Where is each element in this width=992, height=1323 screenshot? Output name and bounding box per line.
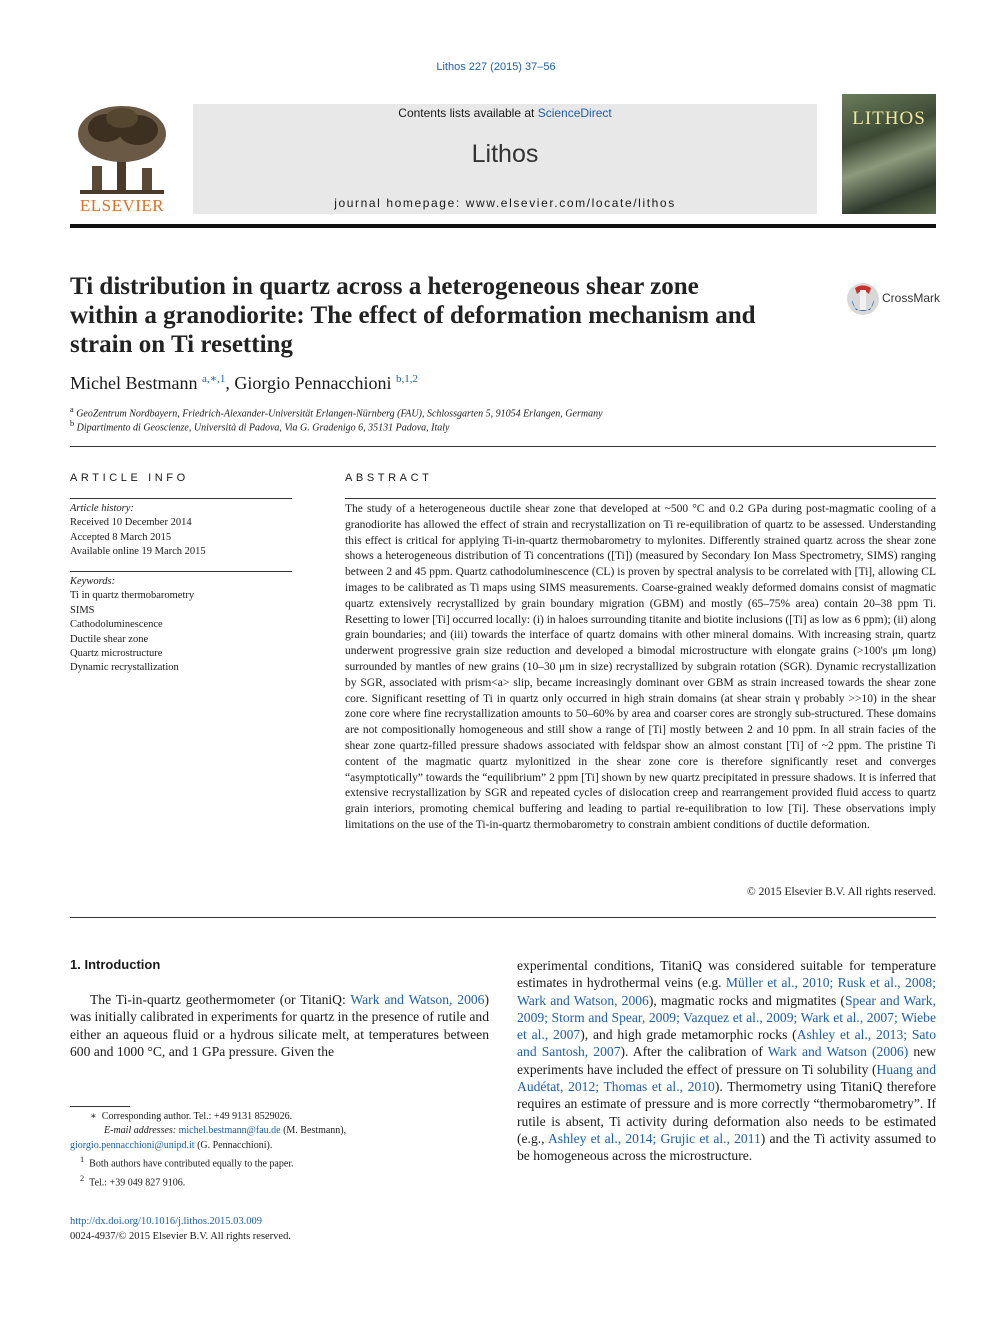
footnote-text: (M. Bestmann), xyxy=(280,1125,347,1137)
crossmark-label: CrossMark xyxy=(882,291,941,305)
abstract-bottom-divider xyxy=(70,917,936,918)
abstract-heading: ABSTRACT xyxy=(345,472,433,484)
affiliation-b xyxy=(70,419,449,433)
email-link[interactable]: michel.bestmann@fau.de xyxy=(178,1125,281,1137)
keywords xyxy=(70,575,292,676)
citation-link[interactable]: Wark and Watson, 2006 xyxy=(350,992,485,1007)
intro-paragraph xyxy=(70,991,489,1060)
crossmark-icon xyxy=(846,280,880,318)
text-run: ). After the calibration of xyxy=(620,1044,768,1060)
footnote-emails xyxy=(70,1124,490,1138)
email-link[interactable]: giorgio.pennacchioni@unipd.it xyxy=(70,1139,195,1151)
abstract-divider xyxy=(345,498,936,499)
affiliation-mark: a xyxy=(70,405,74,414)
header-divider xyxy=(70,224,936,228)
citation-link[interactable]: Müller et al., 2010; Rusk et al., 2008; Wark and Watson, 2006 xyxy=(517,975,936,1008)
contents-line: Contents lists available at ScienceDirect xyxy=(398,106,612,120)
text-run: ). Thermometry using TitaniQ therefore requires an estimate of pressure and is more correctly “thermobarometry”. If rutile is absent, Ti activity during deformation also needs to be estimated (e.g., xyxy=(517,1079,936,1146)
article-info-divider xyxy=(70,498,292,499)
footnote-mark: ∗ xyxy=(90,1111,97,1122)
elsevier-tree-icon xyxy=(70,104,174,196)
author-separator: , xyxy=(225,373,235,393)
affiliation-divider xyxy=(70,446,936,447)
footnote-2 xyxy=(70,1172,490,1191)
abstract-copyright: © 2015 Elsevier B.V. All rights reserved. xyxy=(747,886,936,898)
footnote-text: Corresponding author. Tel.: +49 9131 8529026. xyxy=(101,1111,293,1122)
history-online: Available online 19 March 2015 xyxy=(70,546,206,558)
crossmark-button[interactable] xyxy=(846,280,941,318)
text-run: ), magmatic rocks and migmatites ( xyxy=(648,992,845,1008)
intro-paragraph-continued xyxy=(517,957,936,1165)
keyword: Cathodoluminescence xyxy=(70,619,163,631)
journal-header xyxy=(70,94,936,216)
keyword: Dynamic recrystallization xyxy=(70,662,179,674)
text-run: new experiments have included the effect of pressure on Ti solubility ( xyxy=(517,1044,936,1077)
intro-left-column xyxy=(70,991,489,1060)
text-run: experimental conditions, TitaniQ was considered suitable for temperature estimates in hydrothermal veins (e.g. xyxy=(517,958,936,991)
text-run: The Ti-in-quartz geothermometer (or TitaniQ: xyxy=(90,992,351,1007)
affiliation-a xyxy=(70,405,603,419)
footnote-text: (G. Pennacchioni). xyxy=(194,1139,273,1151)
issn-copyright: 0024-4937/© 2015 Elsevier B.V. All rights reserved. xyxy=(70,1230,291,1242)
sciencedirect-link[interactable]: ScienceDirect xyxy=(537,106,612,120)
keyword: SIMS xyxy=(70,604,95,616)
abstract-text: The study of a heterogeneous ductile shear zone that developed at ~500 °C and 0.2 GPa during post-magmatic cooling of a granodiorite has allowed the effect of strain and recrystallization on Ti re-equilibration of quartz to be assessed. Understanding this effect is critical for applying Ti-in-quartz thermobarometry to mylonites. Differently strained quartz across the shear zone shows a heterogeneous distribution of Ti concentrations ([Ti]) (measured by Secondary Ion Mass Spectrometry, SIMS) ranging between 2 and 45 ppm. Quartz cathodoluminescence (CL) is proven by spectral analysis to be correlated with [Ti], allowing CL images to be calibrated as Ti maps using SIMS measurements. Coarse-grained weakly deformed domains consist of magmatic quartz extensively recrystallized by grain boundary migration (GBM) and mostly (65–75% area) contain 20–38 ppm Ti. Resetting to lower [Ti] occurred locally: (i) in haloes surrounding titanite and biotite inclusions ([Ti] as low as 6 ppm); (ii) along grain boundaries; and (iii) towards the interface of quartz domains with other mineral domains. With increasing strain, quartz underwent progressive grain size reduction and developed a bimodal microstructure with elongate grains (>100's μm long) surrounded by mantles of new grains (10–30 μm in size) recrystallized by subgrain rotation (SGR). Dynamic recrystallization by SGR, associated with prism<a> slip, became increasingly dominant over GBM as strain increased towards the shear zone core. Significant resetting of Ti in quartz only occurred in high strain domains (at shear strain γ probably >>10) in the shear zone core where fine recrystallization amounts to 50–60% by area and coarser cores are strongly sub-structured. These domains are not compositionally homogeneous and still show a range of [Ti] mostly between 2 and 10 ppm. In all strain facies of the shear zone quartz-filled pressure shadows associated with feldspar show an almost constant [Ti] of ~2 ppm. The pristine Ti content of the magmatic quartz mylonitized in the shear zone core is therefore significantly reset and converges “asymptotically” towards the “equilibrium” 2 ppm [Ti] shown by new quartz precipitated in pressure shadows. It is inferred that extensive recrystallization by SGR and repeated cycles of dislocation creep and rearrangement provided fluid access to quartz grain interiors, promoting chemical buffering and leading to partial re-equilibration to low [Ti]. These observations imply limitations on the use of the Ti-in-quartz thermobarometry to constrain ambient conditions of ductile deformation. xyxy=(345,503,936,831)
cover-title: LITHOS xyxy=(852,108,926,129)
author-list xyxy=(70,372,418,394)
footnotes xyxy=(70,1110,490,1191)
author-name[interactable]: Giorgio Pennacchioni xyxy=(234,373,392,393)
footnote-divider xyxy=(70,1106,130,1107)
section-heading-introduction: 1. Introduction xyxy=(70,957,161,972)
footnote-mark: 1 xyxy=(80,1155,85,1165)
author-name[interactable]: Michel Bestmann xyxy=(70,373,198,393)
footnote-mark: 2 xyxy=(80,1173,85,1183)
footnote-text: Tel.: +39 049 827 9106. xyxy=(89,1177,186,1189)
author-affiliation-mark[interactable]: a,∗,1 xyxy=(201,373,226,385)
keyword: Ti in quartz thermobarometry xyxy=(70,590,195,602)
citation-link[interactable]: Spear and Wark, 2009; Storm and Spear, 2009; Vazquez et al., 2009; Wark et al., 2007; Wiebe et al., 2007 xyxy=(517,992,936,1043)
text-run: ), and high grade metamorphic rocks ( xyxy=(580,1027,797,1043)
journal-masthead xyxy=(193,104,817,214)
keyword: Quartz microstructure xyxy=(70,648,163,660)
journal-cover-image[interactable] xyxy=(842,94,936,214)
footnote-emails-cont xyxy=(70,1139,490,1153)
elsevier-logo[interactable] xyxy=(70,104,174,216)
footnote-text: Both authors have contributed equally to the paper. xyxy=(89,1158,294,1170)
journal-homepage[interactable]: journal homepage: www.elsevier.com/locate/lithos xyxy=(334,196,676,210)
article-history xyxy=(70,502,292,560)
citation-link[interactable]: Huang and Audétat, 2012; Thomas et al., 2010 xyxy=(517,1061,936,1095)
affiliation-text: Dipartimento di Geoscienze, Università di Padova, Via G. Gradenigo 6, 35131 Padova, Italy xyxy=(76,422,450,434)
article-title: Ti distribution in quartz across a heterogeneous shear zone within a granodiorite: The effect of deformation mechanism and strain on Ti resetting xyxy=(70,273,756,358)
affiliation-text: GeoZentrum Nordbayern, Friedrich-Alexander-Universität Erlangen-Nürnberg (FAU), Schlossgarten 5, 91054 Erlangen, Germany xyxy=(76,408,603,420)
history-accepted: Accepted 8 March 2015 xyxy=(70,531,172,543)
history-label: Article history: xyxy=(70,503,134,514)
article-info-heading: ARTICLE INFO xyxy=(70,472,189,484)
keywords-label: Keywords: xyxy=(70,576,116,587)
elsevier-wordmark: ELSEVIER xyxy=(79,196,165,215)
author-affiliation-mark[interactable]: b,1,2 xyxy=(395,373,418,385)
email-label: E-mail addresses: xyxy=(104,1125,177,1137)
journal-name: Lithos xyxy=(471,140,539,168)
affiliation-mark: b xyxy=(70,419,75,428)
history-received: Received 10 December 2014 xyxy=(70,517,192,529)
page-footer xyxy=(70,1215,291,1244)
footnote-corresponding xyxy=(70,1110,490,1124)
footnote-1 xyxy=(70,1153,490,1172)
citation-link[interactable]: Ashley et al., 2013; Sato and Santosh, 2007 xyxy=(517,1027,937,1060)
keywords-divider xyxy=(70,571,292,572)
journal-citation[interactable]: Lithos 227 (2015) 37–56 xyxy=(436,61,556,73)
doi-link[interactable]: http://dx.doi.org/10.1016/j.lithos.2015.03.009 xyxy=(70,1216,263,1227)
citation-link[interactable]: Wark and Watson (2006) xyxy=(767,1044,909,1060)
intro-right-column xyxy=(517,957,936,1165)
text-run: ) and the Ti activity assumed to be homogeneous across the microstructure. xyxy=(517,1130,937,1164)
citation-link[interactable]: Ashley et al., 2014; Grujic et al., 2011 xyxy=(547,1130,761,1146)
text-run: ) was initially calibrated in experiments for quartz in the presence of rutile and either an aqueous fluid or a hydrous silicate melt, at temperatures between 600 and 1000 °C, and 1 GPa pressure. Given the xyxy=(70,992,489,1059)
keyword: Ductile shear zone xyxy=(70,633,149,645)
